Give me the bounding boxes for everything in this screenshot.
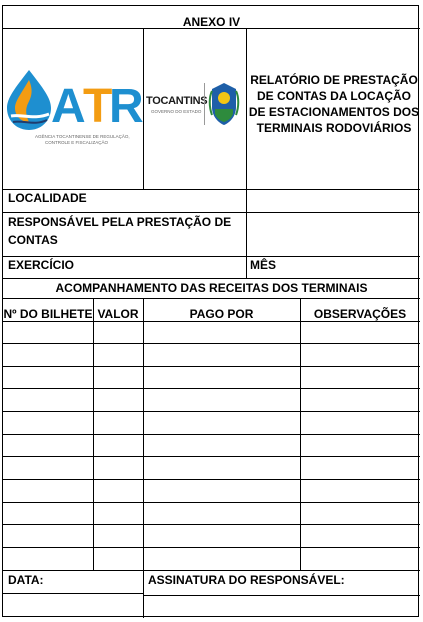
table-row-line [3, 411, 420, 412]
table-row-line [3, 321, 420, 322]
state-coat-of-arms-icon [209, 81, 239, 127]
table-row-line [3, 388, 420, 389]
table-row-line [3, 434, 420, 435]
divider [246, 28, 247, 278]
divider [3, 298, 420, 299]
signature-input[interactable] [145, 596, 418, 616]
divider [3, 28, 420, 29]
localidade-input[interactable] [248, 190, 418, 212]
mes-input[interactable] [278, 257, 418, 277]
divider [3, 278, 420, 279]
column-header-observations: OBSERVAÇÕES [313, 307, 407, 321]
table-row-line [3, 547, 420, 548]
annex-form [2, 5, 419, 617]
atr-wordmark: A [51, 80, 86, 133]
atr-wordmark: R [109, 80, 144, 133]
column-header-ticket-number: Nº DO BILHETE [3, 307, 93, 321]
section-title: ACOMPANHAMENTO DAS RECEITAS DOS TERMINAIS [55, 281, 368, 295]
responsavel-label: RESPONSÁVEL PELA PRESTAÇÃO DE CONTAS [8, 215, 232, 247]
table-row-line [3, 502, 420, 503]
exercicio-input[interactable] [95, 257, 245, 277]
date-label: DATA: [8, 573, 44, 587]
column-divider [143, 570, 144, 618]
exercicio-label: EXERCÍCIO [8, 258, 75, 272]
atr-wordmark: T [83, 80, 113, 133]
responsavel-input[interactable] [248, 213, 418, 256]
tocantins-wordmark: TOCANTINS [146, 95, 208, 107]
tocantins-subtitle: GOVERNO DO ESTADO [151, 109, 202, 114]
date-input[interactable] [5, 594, 141, 616]
table-row-line [3, 366, 420, 367]
report-title: RELATÓRIO DE PRESTAÇÃO DE CONTAS DA LOCAÇÃO DE ESTACIONAMENTOS DOS TERMINAIS RODOVIÁRIOS [248, 73, 420, 135]
table-row-line [3, 343, 420, 344]
signature-label: ASSINATURA DO RESPONSÁVEL: [148, 573, 345, 587]
localidade-label: LOCALIDADE [8, 191, 87, 205]
atr-subtitle-line1: AGÊNCIA TOCANTINENSE DE REGULAÇÃO, [35, 134, 130, 139]
table-row-line [3, 570, 420, 571]
column-header-value: VALOR [97, 307, 139, 321]
atr-logo [5, 68, 144, 154]
column-header-paid-by: PAGO POR [189, 307, 254, 321]
tocantins-logo [145, 81, 243, 131]
logo-separator [204, 83, 205, 125]
annex-title: ANEXO IV [182, 15, 241, 29]
atr-subtitle-line2: CONTROLE E FISCALIZAÇÃO [45, 140, 109, 145]
table-row-line [3, 524, 420, 525]
mes-label: MÊS [250, 258, 277, 272]
table-row-line [3, 479, 420, 480]
table-row-line [3, 456, 420, 457]
